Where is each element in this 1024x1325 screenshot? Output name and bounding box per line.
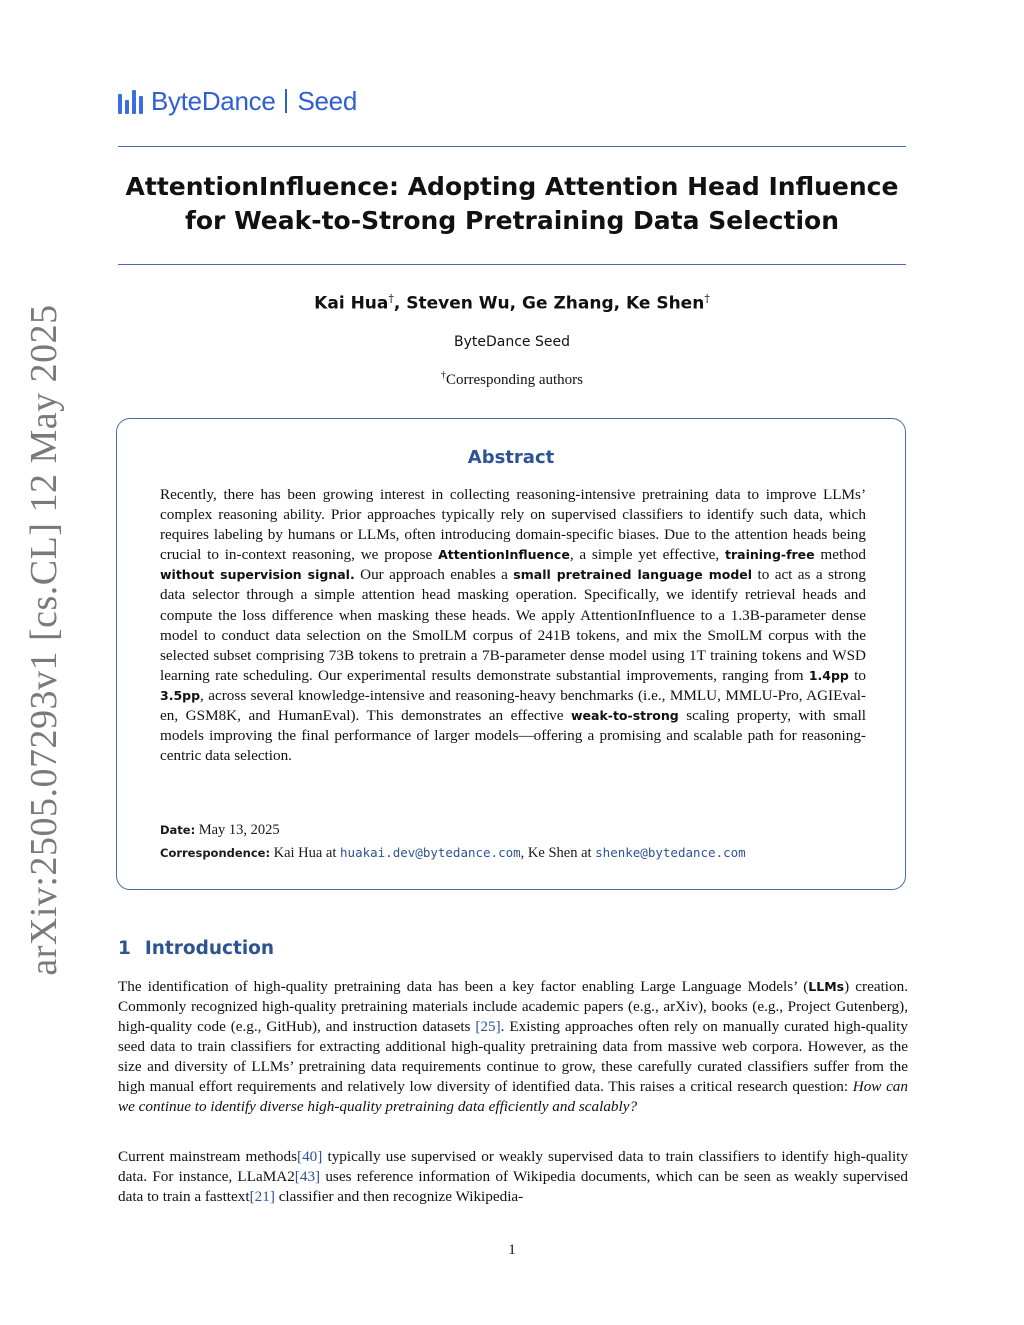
abstract-text-segment: to act as a strong data selector through a simple attention head masking operation. Specifically, we identify retrieval heads and compute the loss difference when masking these heads. We apply AttentionInfluence to a 1.3B-parameter dense model to conduct data selection on the SmolLM corpus of 241B tokens, and mix the SmolLM corpus with the selected subset comprising 73B tokens to pretrain a 7B-parameter dense model using 1T training tokens and WSD learning rate scheduling. Our experimental results demonstrate substantial improvements, ranging from xyxy=(160,566,866,684)
citation-link[interactable]: [40] xyxy=(297,1148,323,1165)
email-link-shenke[interactable]: shenke@bytedance.com xyxy=(595,845,746,860)
email-link-huakai[interactable]: huakai.dev@bytedance.com xyxy=(340,845,521,860)
arxiv-identifier-stamp: arXiv:2505.07293v1 [cs.CL] 12 May 2025 xyxy=(23,304,65,976)
corresponding-note xyxy=(118,370,906,389)
section-number: 1 xyxy=(118,938,131,959)
abstract-keyword: weak-to-strong xyxy=(570,708,679,724)
paragraph-text: ) creation. Commonly recognized high-quality pretraining materials include academic papers (e.g., arXiv), books (e.g., Project Gutenberg), high-quality code (e.g., GitHub), and instruction datasets xyxy=(118,978,908,1035)
paragraph-text: The identification of high-quality pretraining data has been a key factor enabling Large Language Models’ ( xyxy=(118,978,809,995)
intro-paragraph-2 xyxy=(118,1147,908,1207)
author-list: Kai Hua†, Steven Wu, Ge Zhang, Ke Shen† xyxy=(314,292,710,314)
intro-paragraph-1 xyxy=(118,977,908,1117)
author-name: Steven Wu xyxy=(406,293,510,314)
date-value: May 13, 2025 xyxy=(198,822,280,838)
abstract-keyword: small pretrained language model xyxy=(513,567,753,583)
paragraph-text: classifier and then recognize Wikipedia- xyxy=(274,1188,524,1205)
abstract-text-segment: scaling property, with small models improving the final performance of larger models—offering a promising and scalable path for reasoning-centric data selection. xyxy=(160,707,867,765)
abstract-metadata xyxy=(160,819,866,865)
date-row xyxy=(160,819,866,842)
citation-link[interactable]: [25] xyxy=(475,1018,501,1035)
author-mark: † xyxy=(388,292,394,305)
abstract-heading: Abstract xyxy=(467,447,555,468)
author-name: Kai Hua xyxy=(314,293,389,314)
section-title: Introduction xyxy=(144,938,275,959)
abstract-text-segment: , a simple yet effective, xyxy=(569,546,725,564)
dagger-mark: † xyxy=(440,370,446,381)
abstract-keyword: 1.4pp xyxy=(808,667,849,683)
bytedance-seed-logo xyxy=(118,86,357,116)
title-line-2: for Weak-to-Strong Pretraining Data Selection xyxy=(185,206,839,235)
paragraph-text: uses reference information of Wikipedia documents, which can be seen as weakly supervised data to train a fasttext xyxy=(118,1168,908,1205)
page-number: 1 xyxy=(508,1242,516,1258)
bytedance-bars-icon xyxy=(118,88,143,114)
paper-title xyxy=(118,170,906,238)
abstract-keyword: 3.5pp xyxy=(160,687,201,703)
logo-sub-text: Seed xyxy=(297,85,358,116)
paragraph-text: . Existing approaches often rely on manually curated high-quality seed data to train classifiers for extracting additional high-quality pretraining data from massive web corpora. However, as the size and diversity of LLMs’ pretraining data requirements continue to grow, these carefully curated classifiers suffer from the high manual effort requirements and relatively low diversity of identified data. This raises a critical research question: xyxy=(118,1018,908,1095)
correspondence-name: Kai Hua at xyxy=(273,845,341,861)
correspondence-row xyxy=(160,842,866,865)
abstract-text-segment: to xyxy=(848,666,866,684)
llms-keyword: LLMs xyxy=(808,979,845,994)
abstract-text-segment: Our approach enables a xyxy=(354,566,514,584)
author-name: Ke Shen xyxy=(626,293,705,314)
abstract-body xyxy=(160,485,866,766)
citation-link[interactable]: [21] xyxy=(249,1188,275,1205)
title-rule-top xyxy=(118,146,906,147)
section-heading-introduction xyxy=(118,938,274,959)
paragraph-text: typically use supervised or weakly supervised data to train classifiers to identify high-quality data. For instance, LLaMA2 xyxy=(118,1148,909,1185)
abstract-keyword: training-free xyxy=(725,547,815,563)
logo-separator xyxy=(285,89,287,113)
logo-brand-text: ByteDance xyxy=(151,85,276,116)
affiliation: ByteDance Seed xyxy=(454,334,570,350)
abstract-text-segment: Recently, there has been growing interest in collecting reasoning-intensive pretraining data to improve LLMs’ complex reasoning ability. Prior approaches typically rely on supervised classifiers to identify such data, which requires labeling by humans or LLMs, often introducing domain-specific biases. Due to the attention heads being crucial to in-context reasoning, we propose xyxy=(160,486,866,564)
abstract-keyword: without supervision signal. xyxy=(160,567,355,583)
date-label: Date: xyxy=(160,823,196,837)
citation-link[interactable]: [43] xyxy=(294,1168,321,1185)
title-line-1: AttentionInfluence: Adopting Attention Head Influence xyxy=(125,172,899,201)
author-mark: † xyxy=(704,292,710,305)
corresponding-note-text: Corresponding authors xyxy=(445,372,584,388)
research-question: How can we continue to identify diverse high-quality pretraining data efficiently and scalably? xyxy=(118,1078,908,1115)
abstract-text-segment: , across several knowledge-intensive and reasoning-heavy benchmarks (i.e., MMLU, MMLU-Pro, AGIEval-en, GSM8K, and HumanEval). This demonstrates an effective xyxy=(160,686,866,725)
abstract-text-segment: method xyxy=(814,546,866,564)
title-rule-bottom xyxy=(118,264,906,265)
abstract-box xyxy=(116,418,906,890)
correspondence-name: , Ke Shen at xyxy=(520,845,596,861)
paragraph-text: Current mainstream methods xyxy=(118,1148,298,1165)
abstract-keyword: AttentionInfluence xyxy=(438,547,570,563)
correspondence-label: Correspondence: xyxy=(160,846,271,860)
author-name: Ge Zhang xyxy=(522,293,614,314)
